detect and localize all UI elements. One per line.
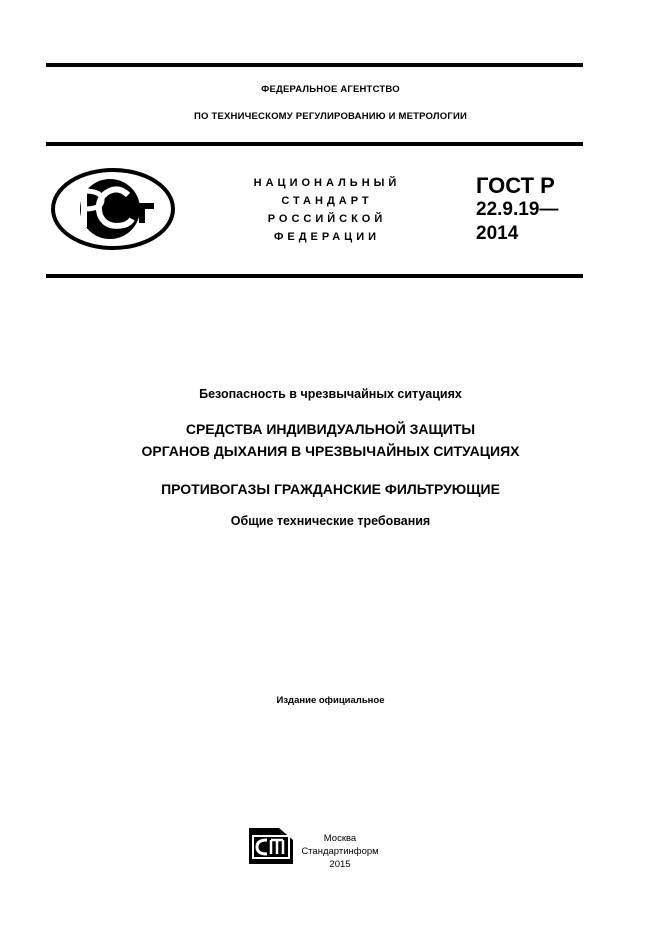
header-rule xyxy=(46,142,583,146)
subtitle: Общие технические требования xyxy=(230,514,431,528)
standard-code-line-1: ГОСТ Р xyxy=(476,173,555,198)
national-line-4: ФЕДЕРАЦИИ xyxy=(273,231,381,243)
bottom-header-rule xyxy=(46,274,583,278)
national-line-3: РОССИЙСКОЙ xyxy=(267,213,387,225)
national-standard-label xyxy=(232,174,422,246)
main-title-line-2: ОРГАНОВ ДЫХАНИЯ В ЧРЕЗВЫЧАЙНЫХ СИТУАЦИЯХ xyxy=(141,443,520,459)
top-rule xyxy=(46,63,583,67)
standartinform-logo-icon xyxy=(249,828,293,869)
series-title: Безопасность в чрезвычайных ситуациях xyxy=(199,387,462,401)
national-line-2: СТАНДАРТ xyxy=(281,195,373,207)
standard-code xyxy=(476,174,558,246)
gost-r-logo-icon xyxy=(50,167,176,256)
subject-title: ПРОТИВОГАЗЫ ГРАЖДАНСКИЕ ФИЛЬТРУЮЩИЕ xyxy=(161,481,500,497)
agency-line-2: ПО ТЕХНИЧЕСКОМУ РЕГУЛИРОВАНИЮ И МЕТРОЛОГИИ xyxy=(194,111,467,122)
publisher-name: Стандартинформ xyxy=(301,846,379,857)
agency-line-1: ФЕДЕРАЛЬНОЕ АГЕНТСТВО xyxy=(261,84,400,95)
standard-code-line-3: 2014 xyxy=(476,223,519,244)
publisher-city: Москва xyxy=(323,833,357,844)
edition-label: Издание официальное xyxy=(276,695,385,706)
publisher-info xyxy=(300,832,380,871)
main-title-line-1: СРЕДСТВА ИНДИВИДУАЛЬНОЙ ЗАЩИТЫ xyxy=(185,421,476,437)
publisher-year: 2015 xyxy=(329,859,351,870)
national-line-1: НАЦИОНАЛЬНЫЙ xyxy=(253,177,401,189)
standard-code-line-2: 22.9.19— xyxy=(476,199,559,220)
